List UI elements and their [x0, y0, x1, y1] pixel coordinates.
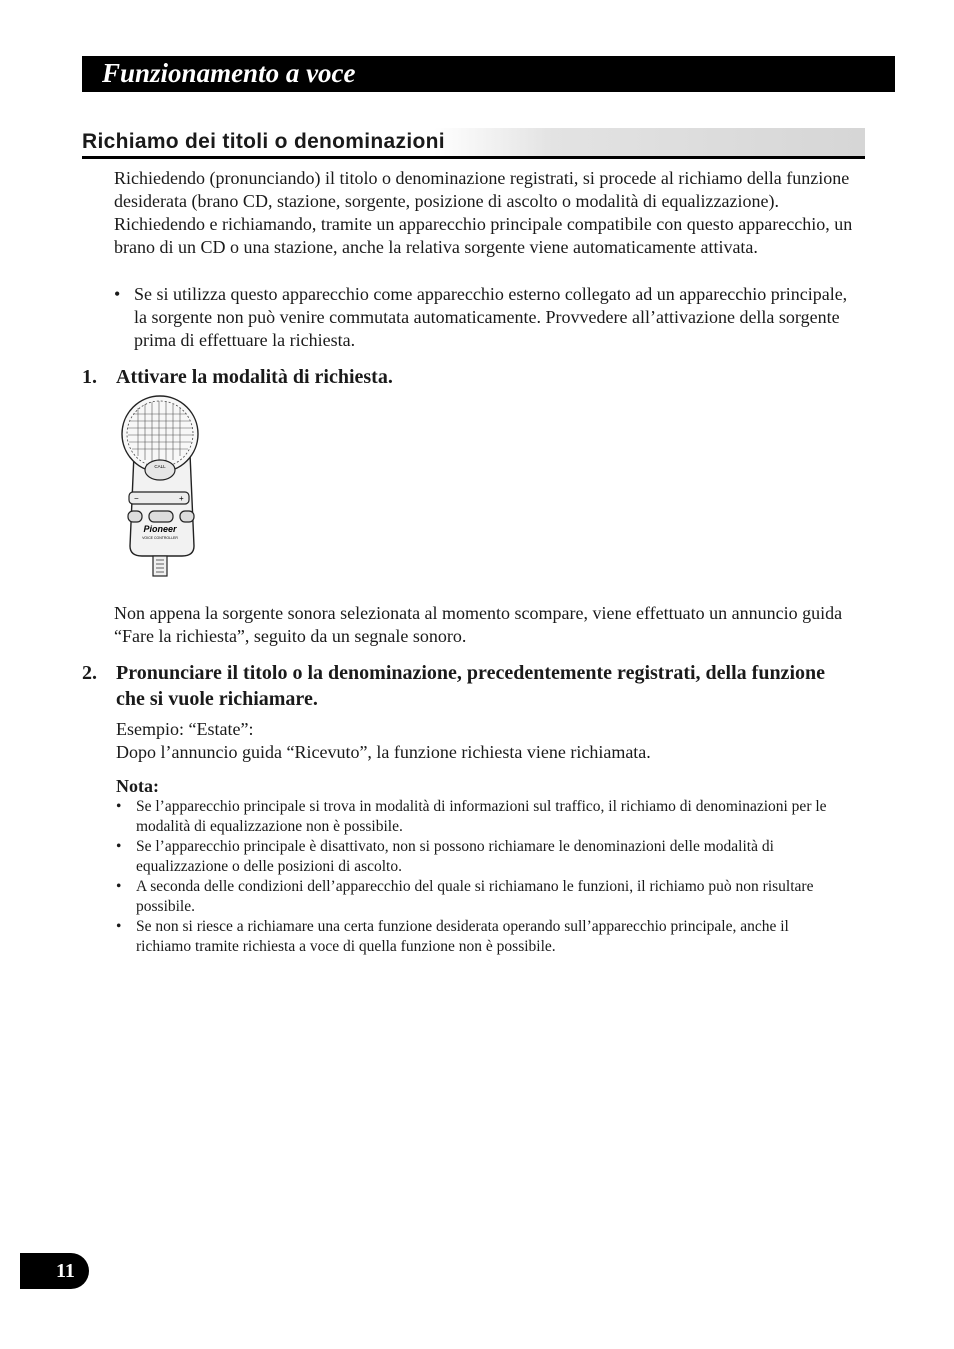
- note-text: Se non si riesce a richiamare una certa funzione desiderata operando sull’apparecchio principale, anche il richiamo tramite richiesta a voce di quella funzione non è possibile.: [136, 918, 789, 955]
- voice-remote-illustration: [112, 394, 212, 584]
- call-button: [145, 460, 175, 480]
- center-button: [149, 511, 173, 522]
- note-item: [114, 917, 834, 957]
- left-button: [128, 511, 142, 522]
- step-2-title: Pronunciare il titolo o la denominazione, precedentemente registrati, della funzione che si vuole richiamare.: [116, 662, 825, 710]
- bullet-icon: •: [116, 838, 122, 855]
- cable-plug: [153, 556, 167, 576]
- note-text: Se l’apparecchio principale si trova in modalità di informazioni sul traffico, il richiamo di denominazioni per le modalità di equalizzazione non è possibile.: [136, 798, 827, 835]
- brand-subtitle: VOICE CONTROLLER: [142, 536, 178, 540]
- page-number-tab: [20, 1253, 89, 1289]
- step-1-body: Non appena la sorgente sonora selezionata al momento scompare, viene effettuato un annuncio guida “Fare la richiesta”, seguito da un segnale sonoro.: [114, 603, 843, 646]
- bullet-icon: •: [116, 798, 122, 815]
- plus-icon: +: [179, 494, 184, 503]
- note-text: A seconda delle condizioni dell’apparecchio del quale si richiamano le funzioni, il richiamo può non risultare possibile.: [136, 878, 814, 915]
- section-heading: [82, 128, 865, 159]
- brand-logo: Pioneer: [143, 524, 177, 534]
- page-number: 11: [56, 1260, 75, 1282]
- bullet-icon: •: [116, 918, 122, 935]
- bullet-icon: •: [114, 284, 121, 304]
- minus-icon: −: [134, 494, 139, 503]
- notes-heading: Nota:: [116, 776, 159, 796]
- note-text: Se l’apparecchio principale è disattivato, non si possono richiamare le denominazioni delle modalità di equalizzazione o delle posizioni di ascolto.: [136, 838, 774, 875]
- step-2-number: 2.: [82, 662, 97, 684]
- section-title: Richiamo dei titoli o denominazioni: [82, 130, 445, 153]
- chapter-banner: [82, 56, 895, 92]
- chapter-title: Funzionamento a voce: [102, 58, 356, 88]
- note-item: [114, 797, 834, 837]
- right-button: [180, 511, 194, 522]
- step-2-example: Esempio: “Estate”:: [116, 719, 254, 739]
- notes-list: [114, 797, 834, 957]
- note-item: [114, 877, 834, 917]
- step-2-body: Dopo l’annuncio guida “Ricevuto”, la funzione richiesta viene richiamata.: [116, 742, 651, 762]
- step-1-number: 1.: [82, 366, 97, 388]
- step-1-title: Attivare la modalità di richiesta.: [116, 366, 393, 388]
- intro-paragraph: Richiedendo (pronunciando) il titolo o denominazione registrati, si procede al richiamo della funzione desiderata (brano CD, stazione, sorgente, posizione di ascolto o modalità di equalizzazione). Richiedendo e richiamando, tramite un apparecchio principale compatibile con questo apparecchio, un brano di un CD o una stazione, anche la relativa sorgente viene automaticamente attivata.: [114, 168, 853, 257]
- call-label: CALL: [154, 464, 166, 469]
- bullet-icon: •: [116, 878, 122, 895]
- intro-bullet-text: Se si utilizza questo apparecchio come apparecchio esterno collegato ad un apparecchio principale, la sorgente non può venire commutata automaticamente. Provvedere all’attivazione della sorgente prima di effettuare la richiesta.: [134, 284, 848, 350]
- note-item: [114, 837, 834, 877]
